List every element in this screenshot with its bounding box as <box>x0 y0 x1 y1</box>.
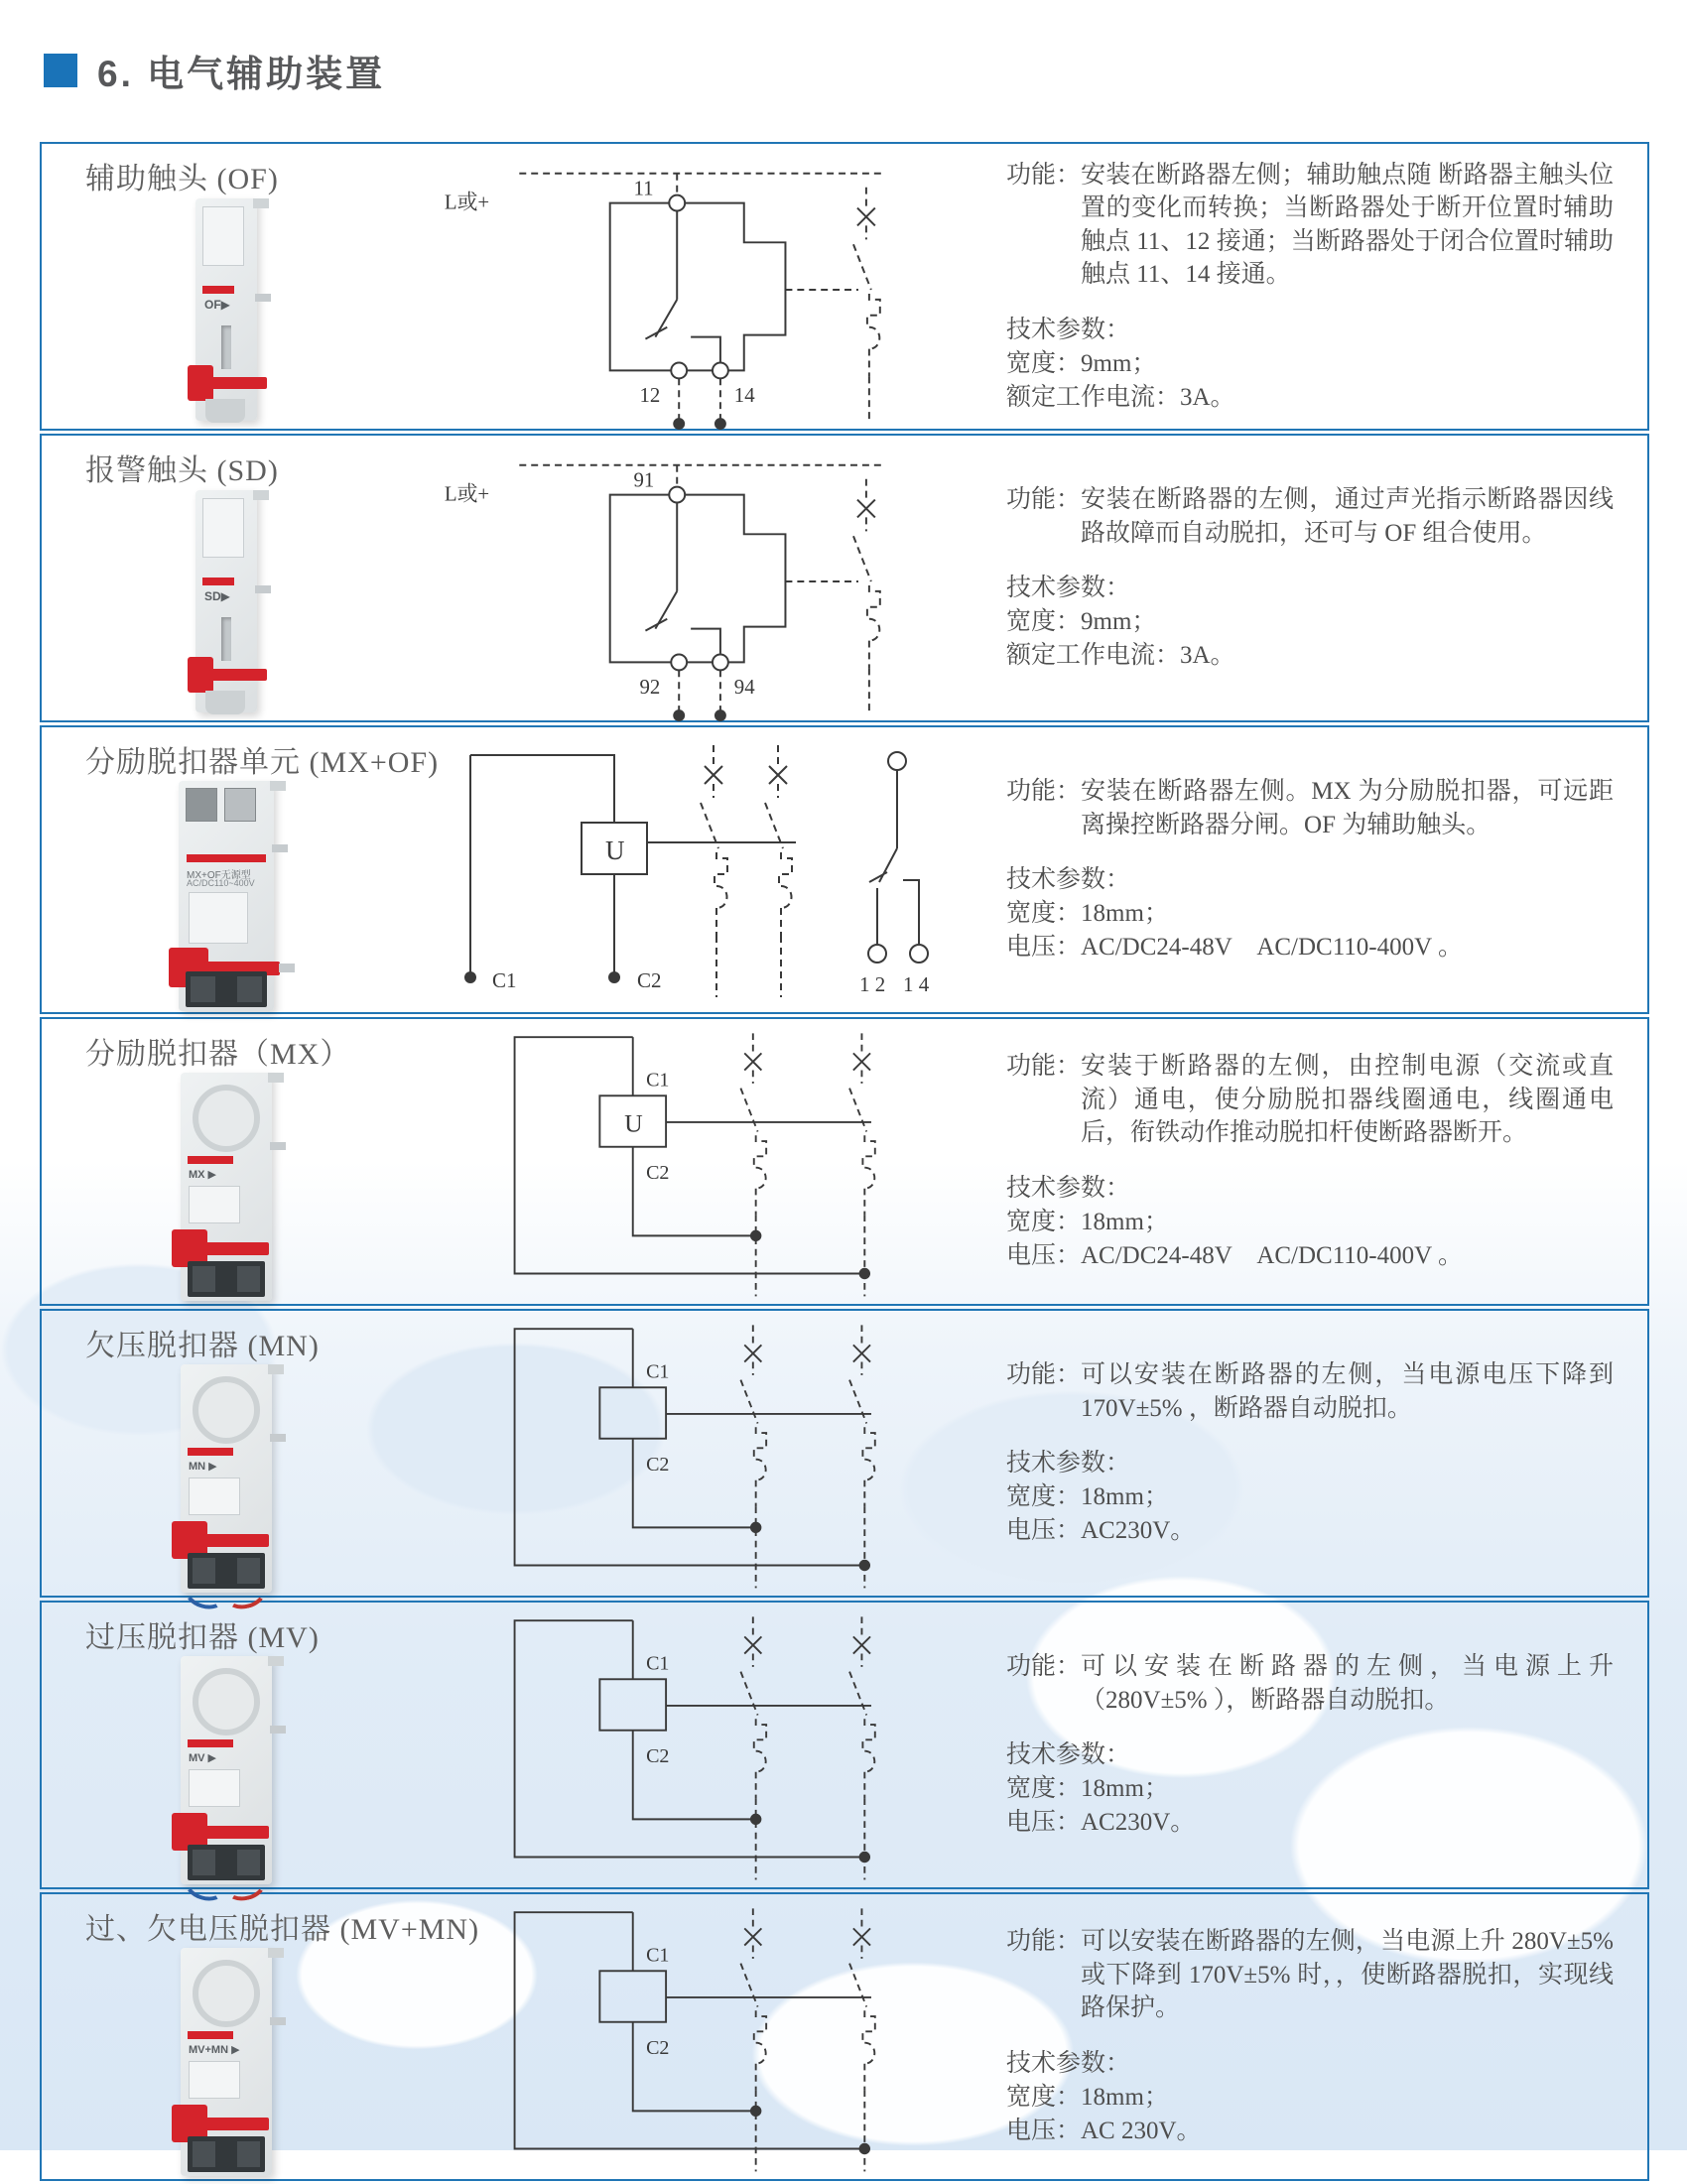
tech-line: 电压：AC 230V。 <box>1006 2117 1202 2144</box>
row-shunt-release-unit-mx-of <box>40 725 1649 1014</box>
breaker-pole <box>765 745 792 936</box>
function-block <box>1006 483 1614 550</box>
shunt-release-aux-diagram <box>431 731 986 1009</box>
section-title: 6. 电气辅助装置 <box>97 54 386 94</box>
product-body <box>181 1364 272 1593</box>
product-red-stripe <box>187 854 266 862</box>
product-lever-arm <box>203 1826 269 1839</box>
product-side-pin <box>270 2017 286 2025</box>
function-block <box>1006 1925 1614 2025</box>
function-text: 可以安装在断路器的左侧，当电源上升 280V±5% 或下降到 170V±5% 时，，使断路器脱扣，实现线路保护。 <box>1081 1928 1614 2022</box>
row-left-column <box>42 1894 480 2179</box>
function-label: 功能： <box>1006 161 1082 189</box>
product-photo <box>42 1948 411 2184</box>
product-printed-diagram <box>189 1769 240 1807</box>
tech-line: 电压：AC230V。 <box>1006 1517 1196 1544</box>
device-title: 分励脱扣器（MX） <box>85 1038 351 1071</box>
tech-title: 技术参数： <box>1006 316 1131 343</box>
function-block <box>1006 1650 1614 1717</box>
product-label: MN ▶ <box>189 1461 217 1473</box>
row-text-column <box>1006 1894 1647 2179</box>
row-undervoltage-release-mn <box>40 1309 1649 1598</box>
terminal-left-label: 12 <box>639 382 661 407</box>
changeover-contact-diagram <box>431 436 986 721</box>
tech-line: 宽度：9mm； <box>1006 608 1157 635</box>
product-body <box>179 781 274 1011</box>
device-title: 过、欠电压脱扣器 (MV+MN) <box>85 1913 480 1946</box>
product-red-stripe <box>188 1739 233 1747</box>
product-hook <box>268 1364 284 1374</box>
product-hook <box>253 198 269 208</box>
section-marker-square <box>44 54 77 87</box>
product-body <box>181 1948 272 2176</box>
coil-terminal-1: C1 <box>646 1652 670 1675</box>
row-left-column <box>42 1311 411 1596</box>
tech-line: 宽度：18mm； <box>1006 1208 1169 1235</box>
product-dial <box>193 1085 260 1152</box>
breaker-pole <box>701 745 727 936</box>
product-red-stripe <box>202 578 234 585</box>
tech-title: 技术参数： <box>1006 1741 1131 1768</box>
release-coil-diagram <box>431 1020 986 1304</box>
product-dial <box>193 1960 260 2027</box>
device-rows <box>40 142 1649 2181</box>
aux-terminal-right: 1 4 <box>903 971 930 996</box>
function-label: 功能： <box>1006 1928 1082 1956</box>
row-left-column <box>42 436 411 720</box>
product-red-stripe <box>188 1156 233 1164</box>
circuit-diagram <box>411 1603 1006 1887</box>
product-side-pin <box>272 844 288 852</box>
device-title: 欠压脱扣器 (MN) <box>85 1330 320 1362</box>
function-text: 安装于断路器的左侧，由控制电源（交流或直流）通电，使分励脱扣器线圈通电，线圈通电后，衔铁动作推动脱扣杆使断路器断开。 <box>1081 1053 1614 1147</box>
device-title: 报警触头 (SD) <box>85 454 279 487</box>
tech-line: 电压：AC/DC24-48V AC/DC110-400V 。 <box>1006 1241 1463 1269</box>
tech-title: 技术参数： <box>1006 1174 1131 1202</box>
row-aux-contact-of <box>40 142 1649 431</box>
function-text: 安装在断路器的左侧，通过声光指示断路器因线路故障而自动脱扣，还可与 OF 组合使用。 <box>1081 486 1614 547</box>
function-block <box>1006 775 1614 841</box>
product-side-pin <box>255 585 271 593</box>
changeover-contact-diagram <box>431 144 986 430</box>
product-side-pin <box>270 1726 286 1734</box>
coil-terminal-2: C2 <box>637 967 662 992</box>
terminal-right-label: 14 <box>733 382 755 407</box>
product-screw-terminal <box>224 788 256 822</box>
tech-line: 宽度：18mm； <box>1006 900 1169 927</box>
product-label: MX ▶ <box>189 1169 217 1181</box>
product-printed-diagram <box>189 2061 240 2099</box>
tech-block <box>1006 1738 1614 1840</box>
function-text: 可以安装在断路器的左侧，当电源电压下降到 170V±5% ，断路器自动脱扣。 <box>1081 1361 1614 1422</box>
terminal-top-label: 91 <box>633 467 655 492</box>
row-text-column <box>1006 1311 1647 1596</box>
product-hook <box>270 781 286 791</box>
product-body <box>195 198 257 421</box>
tech-line: 宽度：18mm； <box>1006 2083 1169 2111</box>
function-label: 功能： <box>1006 1653 1082 1680</box>
tech-line: 宽度：18mm； <box>1006 1483 1169 1510</box>
product-bottom-terminals <box>188 2136 265 2172</box>
product-photo <box>42 1656 411 1892</box>
product-printed-diagram <box>189 892 248 944</box>
coil-terminal-1: C1 <box>646 1069 670 1092</box>
tech-line: 额定工作电流：3A。 <box>1006 383 1235 411</box>
source-label: L或+ <box>444 190 490 214</box>
terminal-top-label: 11 <box>633 176 654 200</box>
row-text-column <box>1006 144 1647 429</box>
tech-title: 技术参数： <box>1006 1450 1131 1477</box>
device-title: 分励脱扣器单元 (MX+OF) <box>85 746 440 779</box>
product-slot <box>221 617 231 661</box>
product-label: MV+MN ▶ <box>189 2044 240 2056</box>
function-text: 安装在断路器左侧；辅助触点随 断路器主触头位置的变化而转换；当断路器处于断开位置时辅助触点 11、12 接通；当断路器处于闭合位置时辅助触点 11、14 接通。 <box>1081 161 1614 288</box>
product-printed-diagram <box>189 1477 240 1515</box>
coil-label: U <box>624 1107 643 1137</box>
coil-terminal-1: C1 <box>646 1360 670 1383</box>
source-label: L或+ <box>444 481 490 506</box>
product-label: OF▶ <box>204 297 230 312</box>
product-din-clip <box>205 399 245 423</box>
product-label: MX+OF无源型 <box>187 870 251 881</box>
circuit-diagram <box>411 436 1006 720</box>
release-coil-diagram <box>431 1604 986 1887</box>
release-coil-diagram <box>431 1312 986 1596</box>
device-title: 过压脱扣器 (MV) <box>85 1621 320 1654</box>
product-side-pin <box>270 1142 286 1150</box>
function-block <box>1006 159 1614 292</box>
aux-terminal-left: 1 2 <box>859 971 886 996</box>
release-coil-diagram <box>431 1895 986 2179</box>
function-block <box>1006 1050 1614 1150</box>
product-photo <box>42 1073 411 1309</box>
product-photo <box>42 1364 411 1601</box>
tech-block <box>1006 314 1614 415</box>
product-side-pin <box>255 294 271 302</box>
product-red-lever <box>188 657 213 693</box>
function-text: 可以安装在断路器的左侧，当电源上升（280V±5% ），断路器自动脱扣。 <box>1081 1653 1614 1714</box>
terminal-right-label: 94 <box>733 674 755 699</box>
product-label: MV ▶ <box>189 1752 217 1764</box>
row-left-column <box>42 1603 411 1887</box>
row-overvoltage-release-mv <box>40 1601 1649 1889</box>
tech-block <box>1006 1447 1614 1548</box>
product-body <box>181 1656 272 1884</box>
product-hook <box>253 490 269 500</box>
product-printed-diagram <box>202 498 244 558</box>
tech-block <box>1006 572 1614 673</box>
function-block <box>1006 1358 1614 1425</box>
row-alarm-contact-sd <box>40 434 1649 722</box>
product-side-pin <box>270 1434 286 1442</box>
product-photo <box>42 197 411 429</box>
row-left-column <box>42 144 411 429</box>
row-text-column <box>1006 727 1647 1012</box>
terminal-left-label: 92 <box>639 674 661 699</box>
tech-block <box>1006 2047 1614 2148</box>
tech-block <box>1006 863 1614 964</box>
product-bottom-terminals <box>186 971 267 1007</box>
product-dial <box>193 1376 260 1444</box>
function-label: 功能： <box>1006 1053 1082 1081</box>
row-over-under-voltage-release-mv-mn <box>40 1892 1649 2181</box>
function-text: 安装在断路器左侧。MX 为分励脱扣器，可远距离操控断路器分闸。OF 为辅助触头。 <box>1081 778 1614 838</box>
product-lever-arm <box>209 669 267 681</box>
product-red-stripe <box>202 286 234 294</box>
circuit-diagram <box>411 727 1006 1012</box>
circuit-diagram <box>411 1311 1006 1596</box>
product-photo <box>42 781 411 1019</box>
coil-terminal-2: C2 <box>646 1744 670 1767</box>
coil-label: U <box>605 835 625 865</box>
product-dial <box>193 1668 260 1735</box>
section-header <box>44 44 385 97</box>
coil-terminal-2: C2 <box>646 2036 670 2059</box>
row-left-column <box>42 1019 411 1304</box>
coil-terminal-2: C2 <box>646 1453 670 1476</box>
tech-line: 额定工作电流：3A。 <box>1006 642 1235 669</box>
function-label: 功能： <box>1006 1361 1082 1388</box>
product-screw-terminal <box>186 788 217 822</box>
circuit-diagram <box>411 144 1006 429</box>
breaker-pole <box>853 478 880 668</box>
breaker-pole <box>849 1908 875 2090</box>
product-hook <box>268 1948 284 1958</box>
product-sublabel: AC/DC110~400V <box>187 878 255 888</box>
tech-title: 技术参数： <box>1006 2049 1131 2077</box>
breaker-pole <box>849 1616 875 1798</box>
coil-terminal-2: C2 <box>646 1161 670 1184</box>
breaker-pole <box>849 1325 875 1506</box>
circuit-diagram <box>411 1894 1006 2179</box>
device-title: 辅助触头 (OF) <box>85 163 279 195</box>
tech-line: 电压：AC230V。 <box>1006 1809 1196 1836</box>
breaker-pole <box>849 1033 875 1215</box>
row-text-column <box>1006 1019 1647 1304</box>
tech-title: 技术参数： <box>1006 866 1131 893</box>
row-left-column <box>42 727 440 1012</box>
tech-title: 技术参数： <box>1006 575 1131 601</box>
product-printed-diagram <box>202 206 244 266</box>
product-hook <box>268 1656 284 1666</box>
product-red-stripe <box>188 1448 233 1456</box>
breaker-pole <box>853 187 880 376</box>
product-printed-diagram <box>189 1186 240 1223</box>
breaker-pole <box>740 1616 766 1798</box>
row-text-column <box>1006 436 1647 720</box>
product-hook <box>268 1073 284 1083</box>
function-label: 功能： <box>1006 778 1082 805</box>
product-red-stripe <box>188 2031 233 2039</box>
breaker-pole <box>740 1908 766 2090</box>
coil-terminal-1: C1 <box>492 967 517 992</box>
product-body <box>195 490 257 712</box>
row-text-column <box>1006 1603 1647 1887</box>
product-lever-arm <box>203 1534 269 1547</box>
tech-line: 宽度：9mm； <box>1006 349 1157 377</box>
product-lever-arm <box>203 1242 269 1255</box>
product-label: SD▶ <box>204 588 230 603</box>
coil-terminal-1: C1 <box>646 1944 670 1967</box>
function-label: 功能： <box>1006 486 1082 513</box>
product-lever-arm <box>203 2118 269 2130</box>
breaker-pole <box>740 1325 766 1506</box>
product-slot <box>221 325 231 369</box>
tech-line: 宽度：18mm； <box>1006 1775 1169 1802</box>
breaker-pole <box>740 1033 766 1215</box>
product-body <box>181 1073 272 1301</box>
product-red-lever <box>188 365 213 401</box>
row-shunt-release-mx <box>40 1017 1649 1306</box>
tech-block <box>1006 1172 1614 1273</box>
product-lever-arm <box>209 377 267 389</box>
product-din-clip <box>205 691 245 714</box>
product-bottom-terminals <box>188 1261 265 1297</box>
tech-line: 电压：AC/DC24-48V AC/DC110-400V 。 <box>1006 934 1463 961</box>
circuit-diagram <box>411 1019 1006 1304</box>
product-photo <box>42 489 411 720</box>
